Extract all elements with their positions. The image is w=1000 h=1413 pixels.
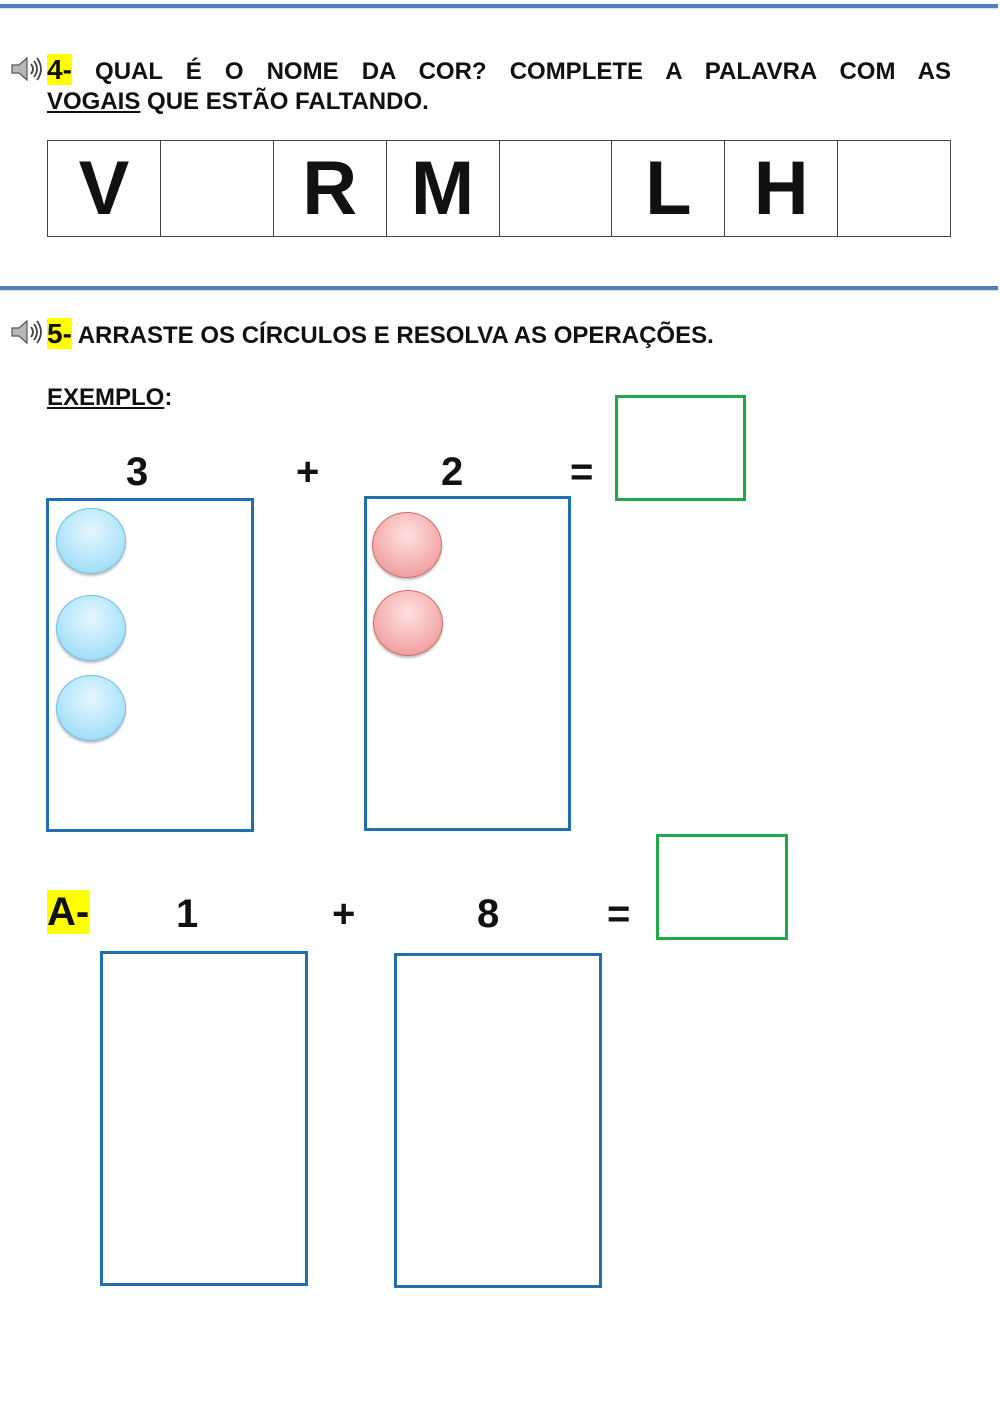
letter-drop-cell[interactable] <box>500 141 613 236</box>
item-a-drop-box-a[interactable] <box>100 951 308 1286</box>
example-answer-box[interactable] <box>615 395 746 501</box>
letter-cell: R <box>274 141 387 236</box>
example-box-a <box>46 498 254 832</box>
blue-circle[interactable] <box>56 595 126 661</box>
letter-cell: M <box>387 141 500 236</box>
red-circle[interactable] <box>372 512 442 578</box>
speaker-icon[interactable] <box>10 318 44 346</box>
question5-number: 5- <box>47 318 72 349</box>
example-equals: = <box>570 450 594 494</box>
item-a-drop-box-b[interactable] <box>394 953 602 1288</box>
section-divider <box>0 286 998 290</box>
item-a-answer-box[interactable] <box>656 834 788 940</box>
question4-text: QUAL É O NOME DA COR? COMPLETE A PALAVRA COM AS <box>95 58 952 85</box>
question4-underlined-word: VOGAIS <box>47 88 141 115</box>
item-a-label-text: A- <box>47 890 90 934</box>
question4-number: 4- <box>47 54 72 85</box>
example-operand-b: 2 <box>441 450 464 494</box>
letter-cell: H <box>725 141 838 236</box>
example-label-text: EXEMPLO <box>47 384 165 411</box>
letter-drop-cell[interactable] <box>838 141 950 236</box>
question5-text: ARRASTE OS CÍRCULOS E RESOLVA AS OPERAÇÕES. <box>77 322 714 349</box>
item-a-equals: = <box>607 892 631 936</box>
letter-cell: V <box>48 141 161 236</box>
question5-heading <box>47 318 714 352</box>
blue-circle[interactable] <box>56 508 126 574</box>
example-label <box>47 384 172 412</box>
item-a-operand-b: 8 <box>477 892 500 936</box>
top-divider <box>0 4 998 8</box>
question4-line1 <box>47 54 951 88</box>
item-a-operand-a: 1 <box>176 892 199 936</box>
question4-text-rest: QUE ESTÃO FALTANDO. <box>140 88 429 115</box>
example-colon: : <box>164 384 173 411</box>
blue-circle[interactable] <box>56 675 126 741</box>
example-operand-a: 3 <box>126 450 149 494</box>
question4-line2 <box>47 86 951 118</box>
item-a-plus: + <box>332 892 356 936</box>
item-a-label <box>47 890 89 935</box>
red-circle[interactable] <box>373 590 443 656</box>
example-box-b <box>364 496 571 831</box>
example-plus: + <box>296 450 320 494</box>
speaker-icon[interactable] <box>10 55 44 83</box>
letter-drop-cell[interactable] <box>161 141 274 236</box>
letter-cell: L <box>612 141 725 236</box>
word-letter-table <box>47 140 951 237</box>
